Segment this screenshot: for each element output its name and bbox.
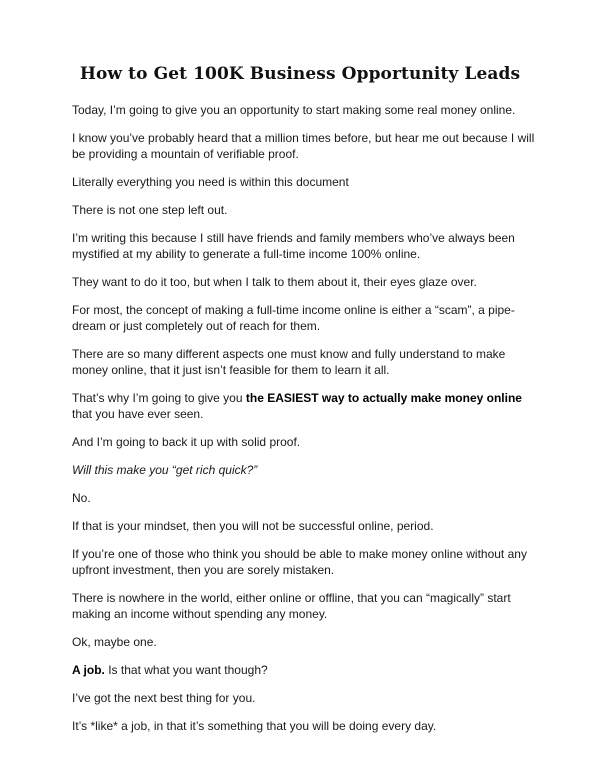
paragraph-text: That’s why I’m going to give you: [72, 391, 246, 405]
paragraph: If that is your mindset, then you will not be successful online, period.: [72, 519, 434, 533]
paragraph-text: that you have ever seen.: [72, 407, 204, 421]
paragraph: There is nowhere in the world, either online or offline, that you can “magically” start making an income without spending any money.: [72, 591, 511, 621]
paragraph: I’ve got the next best thing for you.: [72, 691, 256, 705]
paragraph: I know you’ve probably heard that a million times before, but hear me out because I will be providing a mountain of verifiable proof.: [72, 131, 535, 161]
paragraph: There are so many different aspects one must know and fully understand to make money online, that it just isn’t feasible for them to learn it all.: [72, 347, 506, 377]
paragraph: If you’re one of those who think you should be able to make money online without any upfront investment, then you are sorely mistaken.: [72, 547, 527, 577]
italic-text: Will this make you “get rich quick?”: [72, 463, 258, 477]
paragraph: I’m writing this because I still have friends and family members who’ve always been mystified at my ability to generate a full-time income 100% online.: [72, 231, 515, 261]
paragraph: They want to do it too, but when I talk to them about it, their eyes glaze over.: [72, 275, 477, 289]
bold-emphasis: A job.: [72, 663, 105, 677]
paragraph: For most, the concept of making a full-time income online is either a “scam”, a pipe-dream or just completely out of reach for them.: [72, 303, 515, 333]
paragraph: Today, I’m going to give you an opportunity to start making some real money online.: [72, 103, 516, 117]
paragraph: And I’m going to back it up with solid proof.: [72, 435, 301, 449]
paragraph: No.: [72, 491, 91, 505]
paragraph: Literally everything you need is within this document: [72, 175, 349, 189]
paragraph: Ok, maybe one.: [72, 635, 157, 649]
paragraph: It’s *like* a job, in that it’s something that you will be doing every day.: [72, 719, 437, 733]
paragraph-with-emphasis: [72, 390, 538, 422]
paragraph: There is not one step left out.: [72, 203, 228, 217]
bold-emphasis: the EASIEST way to actually make money online: [245, 391, 522, 405]
document-title: How to Get 100K Business Opportunity Leads: [79, 64, 521, 84]
italic-question: [72, 462, 538, 478]
paragraph-text: Is that what you want though?: [104, 663, 268, 677]
paragraph-with-emphasis: [72, 662, 538, 678]
document-body: [72, 102, 538, 746]
